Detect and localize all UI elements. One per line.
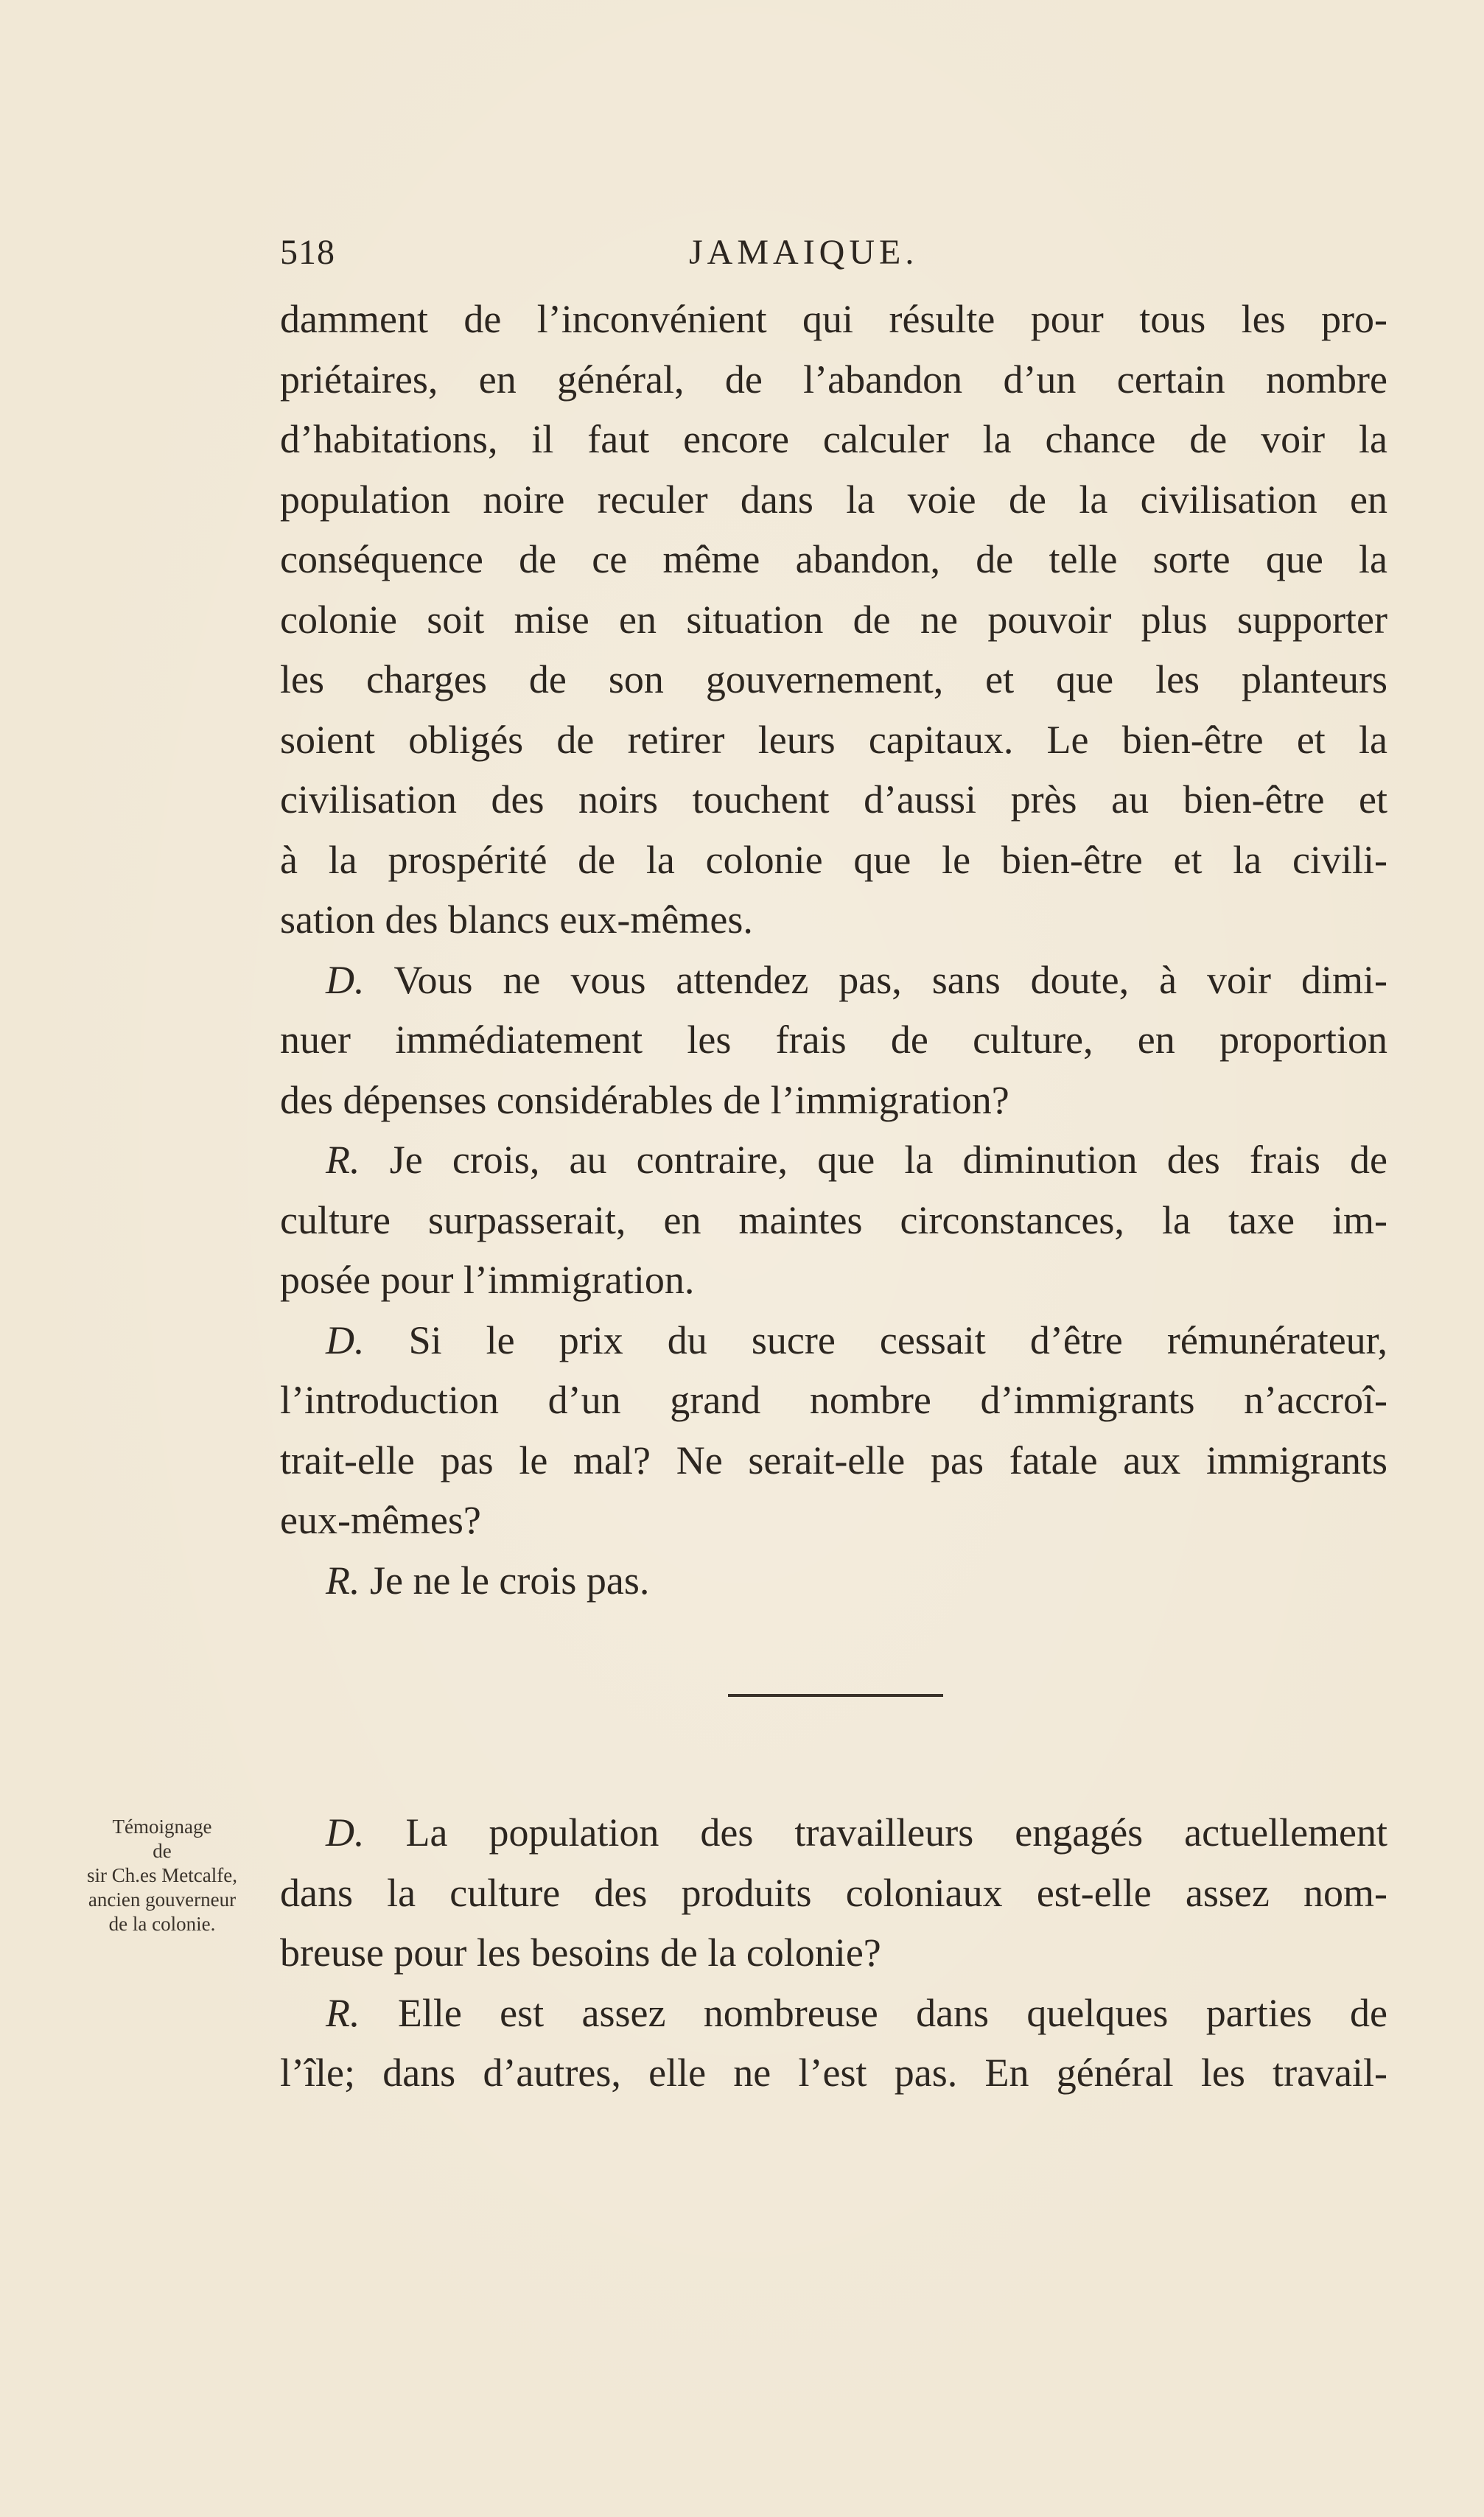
text-line: conséquence de ce même abandon, de telle sorte que la (280, 537, 1387, 581)
text-line: culture surpasserait, en maintes circonstances, la taxe im- (280, 1197, 1387, 1242)
main-text (280, 290, 1387, 1611)
question-line: D. Vous ne vous attendez pas, sans doute, à voir dimi- (326, 957, 1387, 1002)
page-number: 518 (280, 233, 335, 272)
text-line: les charges de son gouvernement, et que les planteurs (280, 657, 1387, 701)
text-line: colonie soit mise en situation de ne pouvoir plus supporter (280, 597, 1387, 642)
speaker-label: D. (326, 1317, 365, 1362)
answer-line: R. Je ne le crois pas. (326, 1558, 650, 1603)
testimony-text (280, 1803, 1387, 2104)
speaker-label: R. (326, 1558, 360, 1603)
answer-line: R. Je crois, au contraire, que la diminution des frais de (326, 1138, 1387, 1182)
speaker-label: R. (326, 1990, 360, 2035)
speaker-label: R. (326, 1138, 360, 1182)
text-line: à la prospérité de la colonie que le bien-être et la civili- (280, 837, 1387, 882)
answer-line: R. Elle est assez nombreuse dans quelques parties de (326, 1990, 1388, 2035)
text-line: damment de l’inconvénient qui résulte pour tous les pro- (280, 297, 1387, 341)
text-line: d’habitations, il faut encore calculer la chance de voir la (280, 417, 1387, 461)
text-line: priétaires, en général, de l’abandon d’un certain nombre (280, 357, 1387, 402)
text-line: posée pour l’immigration. (280, 1258, 695, 1302)
text-line: breuse pour les besoins de la colonie? (280, 1930, 881, 1975)
text-line: sation des blancs eux-mêmes. (280, 897, 753, 942)
margin-note (44, 1815, 280, 1936)
text-line: l’introduction d’un grand nombre d’immigrants n’accroî- (280, 1378, 1387, 1422)
speaker-label: D. (326, 1810, 365, 1855)
speaker-label: D. (326, 957, 365, 1002)
text-line: population noire reculer dans la voie de la civilisation en (280, 477, 1387, 522)
margin-note-line: de (153, 1840, 172, 1862)
section-divider (728, 1694, 943, 1697)
question-line: D. Si le prix du sucre cessait d’être rémunérateur, (326, 1317, 1387, 1362)
margin-note-line: Témoignage (112, 1816, 212, 1838)
text-line: des dépenses considérables de l’immigration? (280, 1077, 1009, 1122)
running-head: JAMAIQUE. (689, 233, 919, 272)
margin-note-line: ancien gouverneur (88, 1888, 237, 1911)
text-line: nuer immédiatement les frais de culture, en proportion (280, 1018, 1387, 1062)
margin-note-line: sir Ch.es Metcalfe, (87, 1864, 237, 1886)
question-line: D. La population des travailleurs engagés actuellement (326, 1810, 1388, 1855)
page-header (280, 232, 1385, 284)
text-line: soient obligés de retirer leurs capitaux. Le bien-être et la (280, 717, 1387, 762)
text-line: l’île; dans d’autres, elle ne l’est pas. En général les travail- (280, 2051, 1387, 2095)
margin-note-line: de la colonie. (108, 1913, 216, 1935)
text-line: trait-elle pas le mal? Ne serait-elle pas fatale aux immigrants (280, 1438, 1387, 1482)
text-line: civilisation des noirs touchent d’aussi près au bien-être et (280, 777, 1387, 822)
text-line: dans la culture des produits coloniaux est-elle assez nom- (280, 1870, 1387, 1915)
text-line: eux-mêmes? (280, 1498, 481, 1542)
